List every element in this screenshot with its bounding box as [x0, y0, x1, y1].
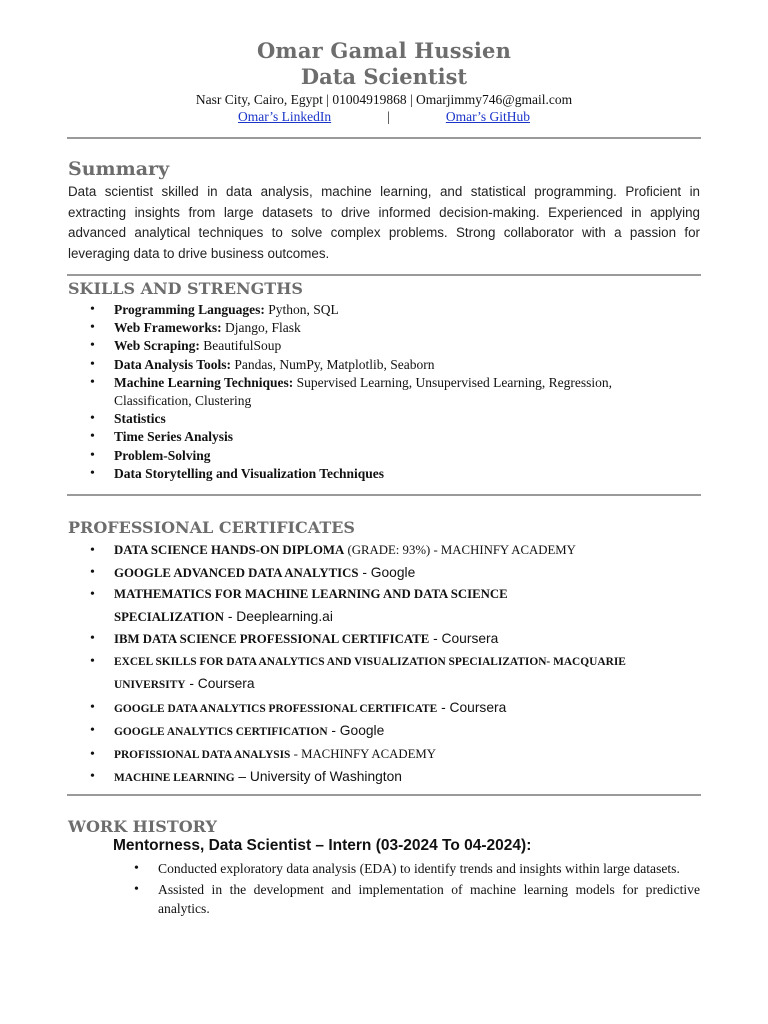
certificate-issuer: - MACHINFY ACADEMY — [290, 746, 437, 761]
github-link[interactable]: Omar’s GitHub — [445, 109, 530, 124]
summary-text: Data scientist skilled in data analysis, machine learning, and statistical programming. Proficient in extracting insights from large datasets to drive informed decision-making. Experienced in applying advanced analytical techniques to solve complex problems. Strong collaborator with a passion for leveraging data to drive business outcomes. — [68, 184, 700, 261]
list-item — [88, 540, 688, 562]
job-title: Mentorness, Data Scientist – Intern (03-2024 To 04-2024): — [113, 837, 532, 854]
link-separator: | — [387, 109, 390, 124]
list-item — [88, 465, 668, 483]
certificate-name: DATA SCIENCE HANDS-ON DIPLOMA — [114, 543, 345, 557]
divider — [67, 794, 701, 796]
certificate-issuer: - Coursera — [437, 699, 507, 715]
certificate-issuer: - Google — [327, 723, 385, 738]
work-bullets — [132, 860, 700, 921]
profile-links — [0, 109, 768, 125]
skill-value: BeautifulSoup — [199, 338, 282, 354]
contact-line: Nasr City, Cairo, Egypt | 01004919868 | Omarjimmy746@gmail.com — [195, 92, 573, 107]
list-item — [88, 319, 668, 337]
skills-heading: SKILLS AND STRENGTHS — [68, 279, 303, 298]
certificate-name: GOOGLE ANALYTICS CERTIFICATION — [114, 726, 328, 738]
divider — [67, 137, 701, 139]
skill-value: Pandas, NumPy, Matplotlib, Seaborn — [231, 356, 435, 372]
skills-list — [88, 301, 668, 483]
list-item: • Assisted in the development and implementation of machine learning models for predictive analytics. — [132, 881, 700, 918]
candidate-role: Data Scientist — [300, 64, 468, 89]
certificates-list — [88, 540, 688, 790]
skill-label: Web Scraping: — [114, 338, 200, 354]
skill-label: Data Storytelling and Visualization Techniques — [114, 465, 385, 481]
certificate-issuer: - Coursera — [429, 631, 499, 646]
certificate-issuer: - Coursera — [185, 676, 255, 691]
list-item — [88, 428, 668, 446]
certificate-name: PROFISSIONAL DATA ANALYSIS — [114, 748, 291, 761]
certificate-name: EXCEL SKILLS FOR DATA ANALYTICS AND VISUALIZATION SPECIALIZATION- MACQUARIE UNIVERSITY — [114, 655, 626, 691]
certificate-issuer: (GRADE: 93%) - MACHINFY ACADEMY — [344, 543, 576, 557]
list-item — [88, 584, 534, 628]
certificate-name: IBM DATA SCIENCE PROFESSIONAL CERTIFICATE — [114, 632, 430, 646]
divider — [67, 494, 701, 496]
list-item — [88, 766, 688, 790]
list-item — [88, 720, 688, 744]
certificate-name: GOOGLE ADVANCED DATA ANALYTICS — [114, 565, 359, 580]
skill-value: Supervised Learning, Unsupervised Learning, Regression, Classification, Clustering — [114, 374, 612, 409]
certificate-issuer: – University of Washington — [234, 769, 402, 784]
candidate-name: Omar Gamal Hussien — [256, 38, 512, 63]
divider — [67, 274, 701, 276]
list-item — [88, 337, 668, 355]
skill-label: Time Series Analysis — [114, 429, 234, 445]
list-item — [88, 697, 688, 721]
certificates-heading: PROFESSIONAL CERTIFICATES — [68, 518, 355, 537]
list-item: • Conducted exploratory data analysis (EDA) to identify trends and insights within large datasets. — [132, 860, 700, 878]
list-item — [88, 301, 668, 319]
skill-label: Machine Learning Techniques: — [114, 374, 294, 390]
linkedin-link[interactable]: Omar’s LinkedIn — [238, 109, 332, 124]
certificate-name: MATHEMATICS FOR MACHINE LEARNING AND DATA SCIENCE SPECIALIZATION — [114, 587, 508, 624]
list-item — [88, 410, 668, 428]
work-heading: WORK HISTORY — [68, 817, 217, 836]
list-item — [88, 628, 688, 651]
skill-label: Web Frameworks: — [114, 320, 222, 336]
certificate-issuer: - Google — [358, 564, 416, 580]
skill-label: Statistics — [114, 411, 166, 427]
list-item — [88, 447, 668, 465]
summary-heading: Summary — [68, 158, 170, 180]
list-item — [88, 356, 668, 374]
certificate-issuer: - Deeplearning.ai — [224, 608, 333, 624]
skill-value: Python, SQL — [264, 302, 339, 317]
skill-label: Data Analysis Tools: — [114, 356, 232, 372]
list-item — [88, 744, 688, 767]
skill-label: Programming Languages: — [114, 302, 265, 317]
certificate-name: MACHINE LEARNING — [114, 772, 235, 784]
list-item — [88, 651, 674, 697]
skill-value: Django, Flask — [221, 320, 301, 336]
certificate-name: GOOGLE DATA ANALYTICS PROFESSIONAL CERTIFICATE — [114, 702, 438, 715]
list-item — [88, 562, 688, 585]
list-item — [88, 374, 668, 410]
skill-label: Problem-Solving — [114, 447, 211, 463]
